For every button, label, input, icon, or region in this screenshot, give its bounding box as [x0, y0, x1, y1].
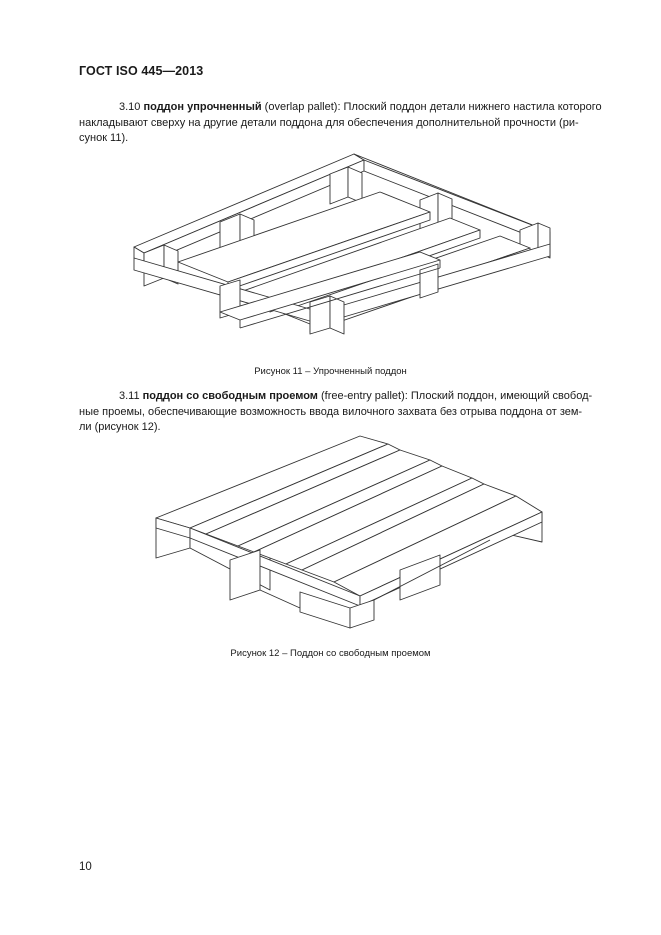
- figure-12-free-entry-pallet-drawing: [150, 430, 545, 635]
- figure-11-overlap-pallet-drawing: [120, 152, 560, 342]
- paragraph-3-11: [79, 389, 615, 436]
- paragraph-3-10-line-3: сунок 11).: [79, 132, 129, 144]
- figure-12-caption: Рисунок 12 – Поддон со свободным проемом: [230, 648, 431, 659]
- paragraph-3-11-line-2: ные проемы, обеспечивающие возможность ввода вилочного захвата без отрыва поддона от зем-: [79, 405, 583, 418]
- paragraph-3-11-line-1: [79, 389, 615, 405]
- definition-text: : Плоский поддон, имеющий свобод-: [404, 390, 593, 402]
- document-header: ГОСТ ISO 445—2013: [79, 64, 204, 78]
- definition-text: : Плоский поддон детали нижнего настила которого: [337, 101, 602, 113]
- term-english: (overlap pallet): [264, 101, 338, 113]
- term-bold: поддон упрочненный: [143, 101, 262, 113]
- paragraph-3-10-line-1: [79, 100, 615, 116]
- paragraph-3-10: [79, 100, 615, 147]
- term-english: (free-entry pallet): [321, 390, 405, 402]
- figure-11-caption: Рисунок 11 – Упрочненный поддон: [254, 366, 407, 377]
- clause-number: 3.11: [119, 390, 140, 402]
- paragraph-3-11-line-3: ли (рисунок 12).: [79, 421, 161, 433]
- page-number: 10: [79, 861, 92, 873]
- term-bold: поддон со свободным проемом: [142, 390, 318, 402]
- paragraph-3-10-line-2: накладывают сверху на другие детали поддона для обеспечения дополнительной прочности (ри-: [79, 116, 579, 129]
- clause-number: 3.10: [119, 101, 141, 113]
